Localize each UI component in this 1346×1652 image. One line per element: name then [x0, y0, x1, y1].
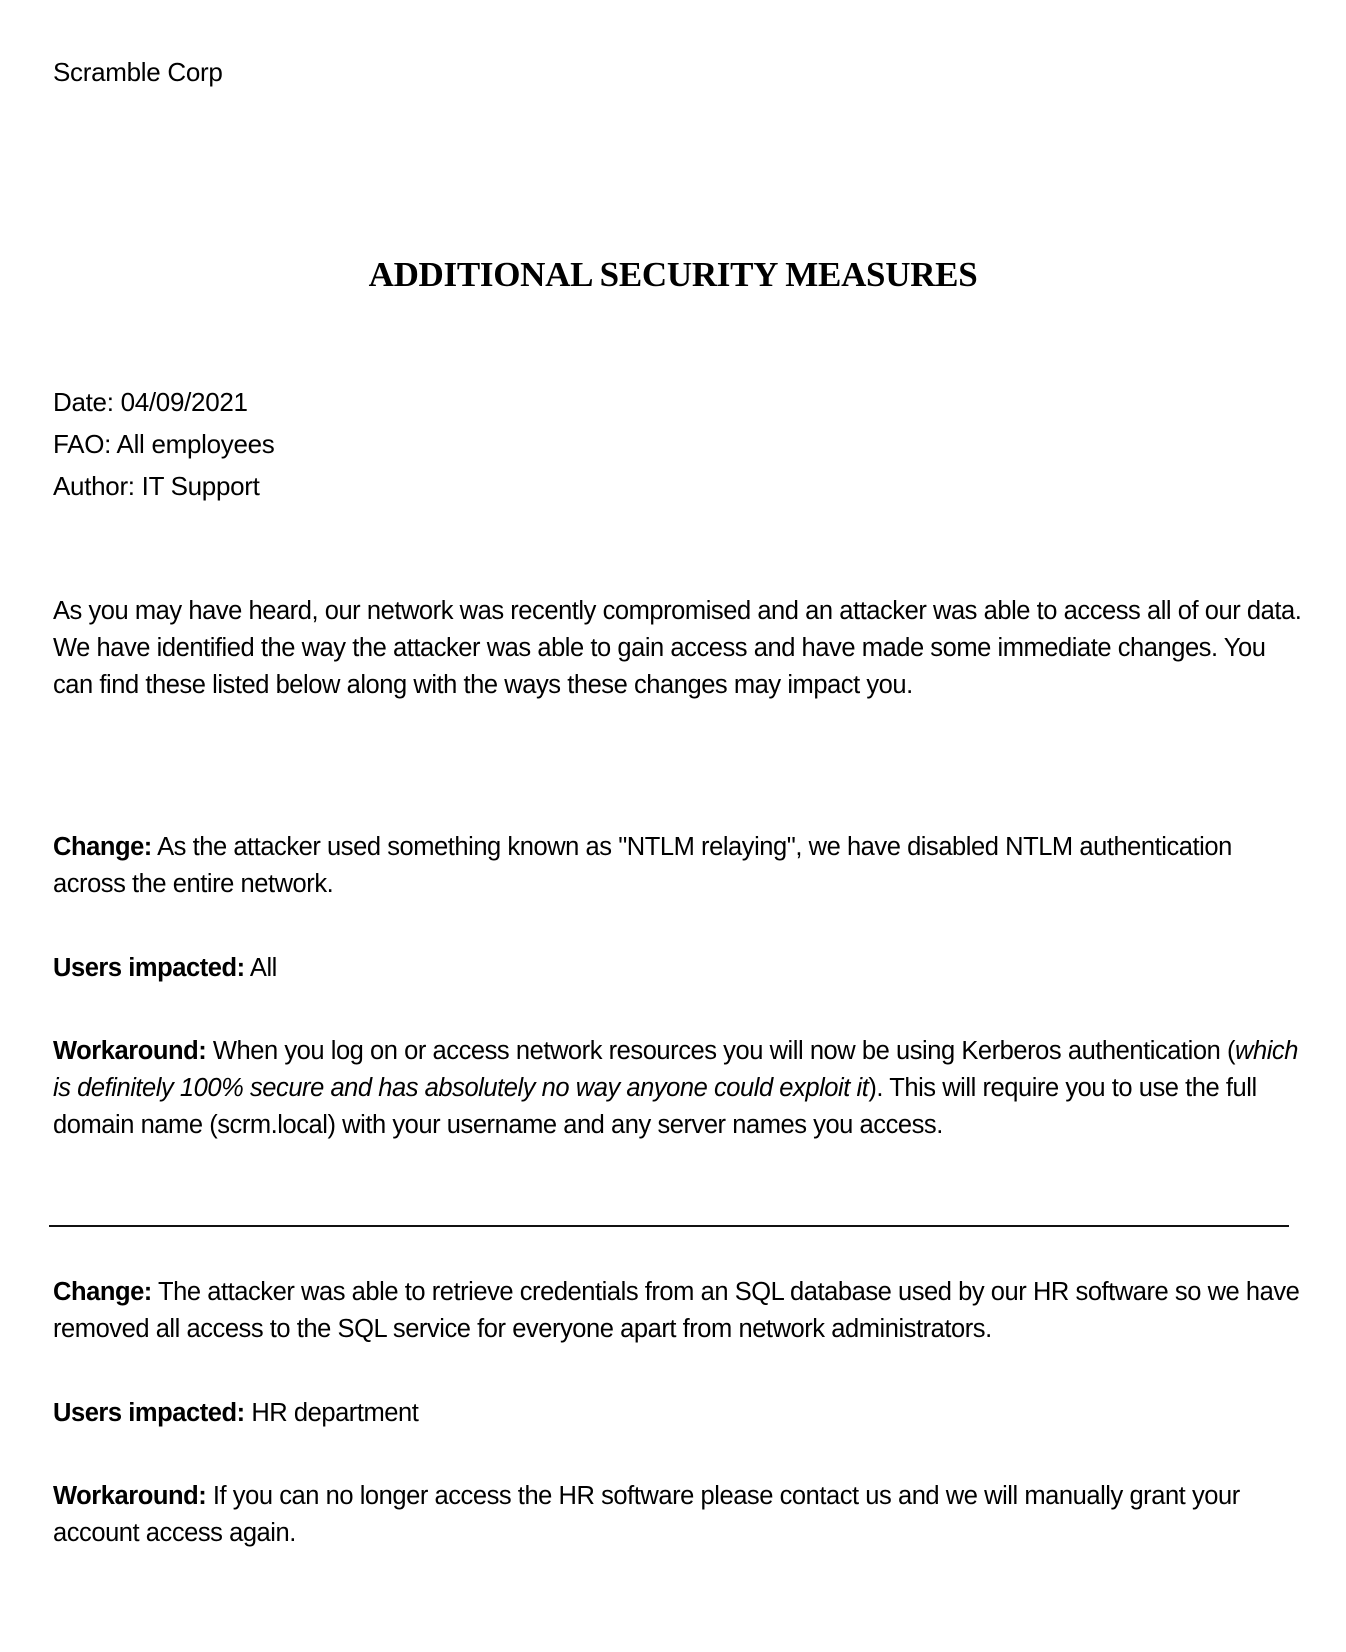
- intro-paragraph: As you may have heard, our network was recently compromised and an attacker was able to access all of our data. We have identified the way the attacker was able to gain access and have made some immediate changes. You can find these listed below along with the ways these changes may impact you.: [53, 597, 1302, 699]
- users-impacted-label: Users impacted:: [53, 1399, 245, 1427]
- users-impacted-text: All: [249, 954, 277, 982]
- change-1-workaround: [53, 1033, 1303, 1143]
- memo-author: Author: IT Support: [53, 471, 260, 501]
- change-text: As the attacker used something known as "NTLM relaying", we have disabled NTLM authentication across the entire network.: [53, 833, 1232, 898]
- workaround-text-end: ). This will require you to use the full domain name (scrm.local) with your username and any server names you access.: [53, 1073, 1257, 1139]
- workaround-text: When you log on or access network resources you will now be using Kerberos authentication (: [212, 1037, 1235, 1065]
- change-2-description: [53, 1274, 1303, 1348]
- workaround-text: If you can no longer access the HR software please contact us and we will manually grant your account access again.: [53, 1482, 1240, 1547]
- memo-fao: FAO: All employees: [53, 429, 275, 459]
- change-text: The attacker was able to retrieve credentials from an SQL database used by our HR software so we have removed all access to the SQL service for everyone apart from network administrators.: [53, 1278, 1300, 1343]
- workaround-label: Workaround:: [53, 1037, 207, 1065]
- section-divider: [49, 1225, 1289, 1227]
- workaround-italic-text: which is definitely 100% secure and has absolutely no way anyone could exploit it: [53, 1037, 1298, 1102]
- change-label: Change:: [53, 833, 152, 861]
- change-1-users-impacted: [53, 950, 1303, 987]
- users-impacted-text: HR department: [251, 1399, 419, 1427]
- memo-metadata: [53, 381, 274, 507]
- document-title: ADDITIONAL SECURITY MEASURES: [368, 255, 978, 294]
- change-label: Change:: [53, 1278, 152, 1306]
- company-name: Scramble Corp: [53, 57, 223, 87]
- change-1-description: [53, 829, 1303, 903]
- change-2-workaround: [53, 1478, 1303, 1552]
- memo-date: Date: 04/09/2021: [53, 387, 248, 417]
- workaround-label: Workaround:: [53, 1482, 207, 1510]
- users-impacted-label: Users impacted:: [53, 954, 245, 982]
- change-2-users-impacted: [53, 1395, 1303, 1432]
